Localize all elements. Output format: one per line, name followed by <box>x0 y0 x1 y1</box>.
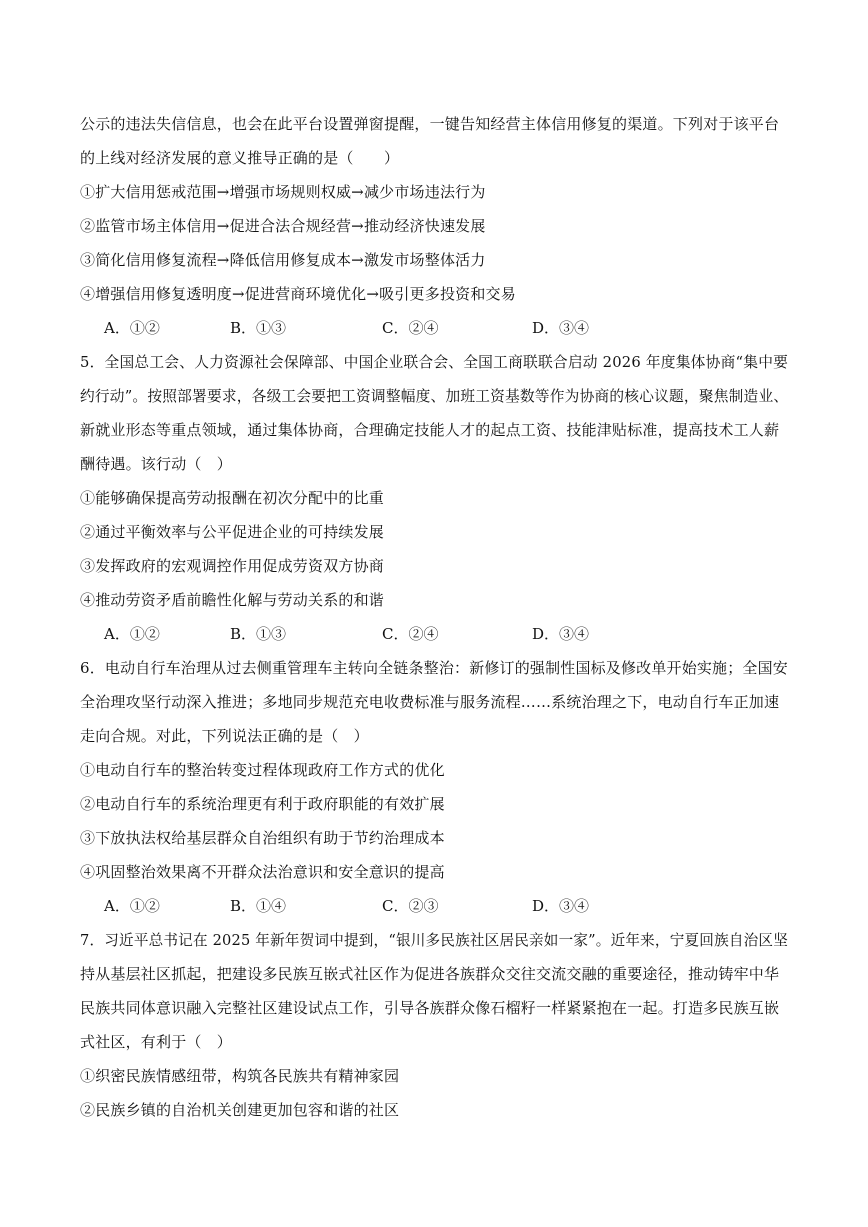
q4-stem-line-2: 的上线对经济发展的意义推导正确的是（ ） <box>80 149 400 167</box>
q5-stem-line-4: 酬待遇。该行动（ ） <box>80 455 233 473</box>
q4-option-b: B．①③ <box>230 319 287 337</box>
q5-item-3: ③发挥政府的宏观调控作用促成劳资双方协商 <box>80 557 385 575</box>
q6-option-a: A．①② <box>104 897 160 915</box>
q4-item-1: ①扩大信用惩戒范围→增强市场规则权威→减少市场违法行为 <box>80 183 486 201</box>
q6-stem-line-2: 全治理攻坚行动深入推进；多地同步规范充电收费标准与服务流程……系统治理之下，电动自行车正加速 <box>80 693 780 711</box>
q7-stem-line-1: 7．习近平总书记在 2025 年新年贺词中提到，“银川多民族社区居民亲如一家”。近年来，宁夏回族自治区坚 <box>80 931 788 949</box>
q6-stem-line-3: 走向合规。对此，下列说法正确的是（ ） <box>80 727 369 745</box>
q6-stem-line-1: 6．电动自行车治理从过去侧重管理车主转向全链条整治：新修订的强制性国标及修改单开始实施；全国安 <box>80 659 788 677</box>
q5-option-c: C．②④ <box>382 625 439 643</box>
q6-item-3: ③下放执法权给基层群众自治组织有助于节约治理成本 <box>80 829 445 847</box>
q7-stem-line-2: 持从基层社区抓起，把建设多民族互嵌式社区作为促进各族群众交往交流交融的重要途径，推动铸牢中华 <box>80 965 780 983</box>
q6-item-4: ④巩固整治效果离不开群众法治意识和安全意识的提高 <box>80 863 445 881</box>
q5-item-1: ①能够确保提高劳动报酬在初次分配中的比重 <box>80 489 385 507</box>
q6-option-d: D．③④ <box>532 897 590 915</box>
q5-stem-line-2: 约行动”。按照部署要求，各级工会要把工资调整幅度、加班工资基数等作为协商的核心议题，聚焦制造业、 <box>80 387 789 405</box>
q6-option-c: C．②③ <box>382 897 439 915</box>
q4-stem-line-1: 公示的违法失信信息，也会在此平台设置弹窗提醒，一键告知经营主体信用修复的渠道。下列对于该平台 <box>80 115 780 133</box>
q4-item-4: ④增强信用修复透明度→促进营商环境优化→吸引更多投资和交易 <box>80 285 516 303</box>
q5-option-a: A．①② <box>104 625 160 643</box>
q6-item-1: ①电动自行车的整治转变过程体现政府工作方式的优化 <box>80 761 445 779</box>
q6-option-b: B．①④ <box>230 897 287 915</box>
q6-item-2: ②电动自行车的系统治理更有利于政府职能的有效扩展 <box>80 795 445 813</box>
q4-item-2: ②监管市场主体信用→促进合法合规经营→推动经济快速发展 <box>80 217 486 235</box>
q4-option-c: C．②④ <box>382 319 439 337</box>
q4-option-d: D．③④ <box>532 319 590 337</box>
q5-option-d: D．③④ <box>532 625 590 643</box>
q5-item-2: ②通过平衡效率与公平促进企业的可持续发展 <box>80 523 385 541</box>
q4-item-3: ③简化信用修复流程→降低信用修复成本→激发市场整体活力 <box>80 251 486 269</box>
q7-stem-line-4: 式社区，有利于（ ） <box>80 1033 233 1051</box>
q7-item-1: ①织密民族情感纽带，构筑各民族共有精神家园 <box>80 1067 400 1085</box>
q4-option-a: A．①② <box>104 319 160 337</box>
q5-stem-line-3: 新就业形态等重点领域，通过集体协商，合理确定技能人才的起点工资、技能津贴标准，提高技术工人薪 <box>80 421 780 439</box>
q5-item-4: ④推动劳资矛盾前瞻性化解与劳动关系的和谐 <box>80 591 385 609</box>
q5-option-b: B．①③ <box>230 625 287 643</box>
q7-stem-line-3: 民族共同体意识融入完整社区建设试点工作，引导各族群众像石榴籽一样紧紧抱在一起。打造多民族互嵌 <box>80 999 780 1017</box>
q7-item-2: ②民族乡镇的自治机关创建更加包容和谐的社区 <box>80 1101 400 1119</box>
q5-stem-line-1: 5．全国总工会、人力资源社会保障部、中国企业联合会、全国工商联联合启动 2026 年度集体协商“集中要 <box>80 353 789 371</box>
